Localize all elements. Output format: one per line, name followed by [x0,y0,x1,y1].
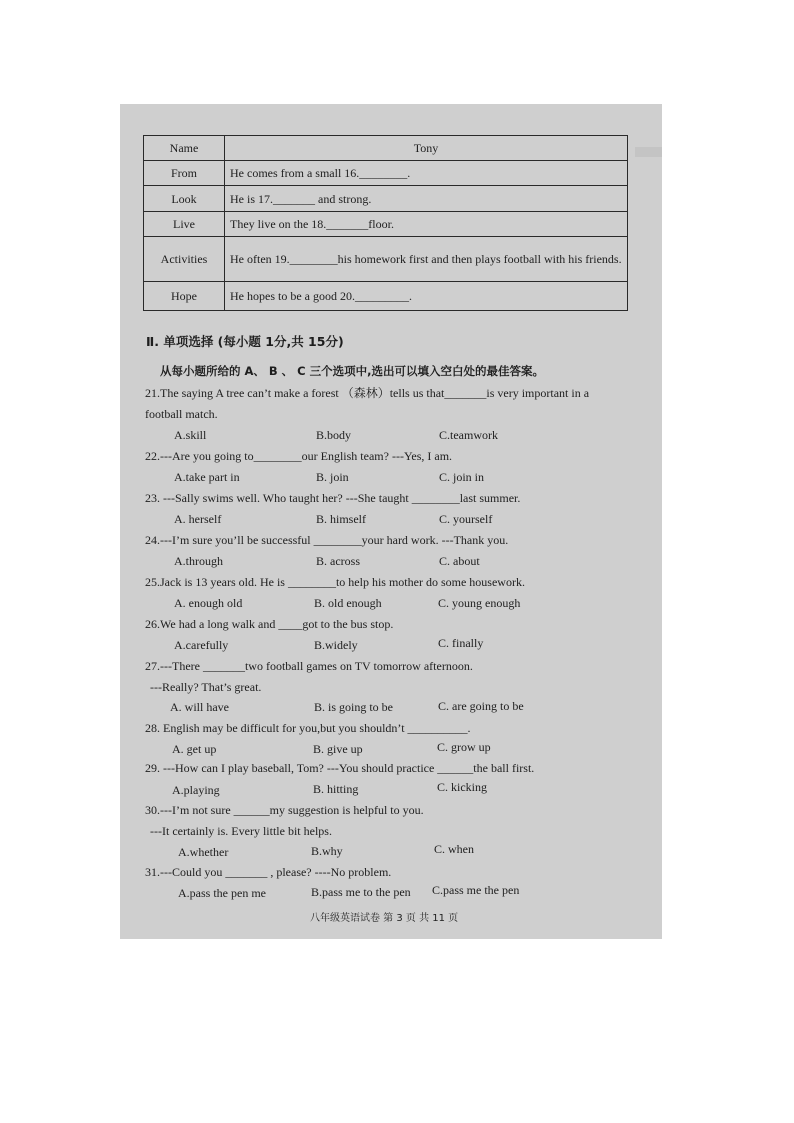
question-28-option-b[interactable]: B. give up [313,742,363,756]
row-value: He comes from a small 16.________. [225,161,628,186]
row-label: From [144,161,225,186]
question-27-option-a[interactable]: A. will have [170,700,229,714]
question-21-option-a[interactable]: A.skill [174,428,207,442]
question-27-option-b[interactable]: B. is going to be [314,700,394,714]
question-22-option-b[interactable]: B. join [316,470,349,484]
question-30-option-a[interactable]: A.whether [178,845,229,859]
question-31-option-b[interactable]: B.pass me to the pen [311,885,411,899]
question-25-stem: 25.Jack is 13 years old. He is ________to help his mother do some housework. [145,575,525,589]
question-29-option-a[interactable]: A.playing [172,783,220,797]
row-label: Look [144,186,225,212]
question-21-option-c[interactable]: C.teamwork [439,428,498,442]
student-info-table [143,135,628,311]
row-label: Activities [144,237,225,282]
row-value: He hopes to be a good 20._________. [225,282,628,311]
row-label: Name [144,136,225,161]
row-label: Live [144,212,225,237]
question-23-option-a[interactable]: A. herself [174,512,222,526]
question-22-option-a[interactable]: A.take part in [174,470,240,484]
question-25-option-c[interactable]: C. young enough [438,596,521,610]
question-28-option-a[interactable]: A. get up [172,742,217,756]
question-21-stem: 21.The saying A tree can’t make a forest （森林）tells us that_______is very important in a [145,386,590,400]
question-31-option-c[interactable]: C.pass me the pen [432,883,520,897]
question-31-stem: 31.---Could you _______ , please? ----No problem. [145,865,392,879]
question-28-option-c[interactable]: C. grow up [437,740,491,754]
question-27-stem: 27.---There _______two football games on TV tomorrow afternoon. [145,659,473,673]
row-value: He often 19.________his homework first and then plays football with his friends. [225,237,628,282]
scanned-page [120,104,662,939]
question-29-option-b[interactable]: B. hitting [313,782,359,796]
question-27-stem-cont: ---Really? That’s great. [150,680,262,694]
question-24-option-b[interactable]: B. across [316,554,360,568]
question-23-option-b[interactable]: B. himself [316,512,366,526]
question-26-option-c[interactable]: C. finally [438,636,484,650]
question-26-stem: 26.We had a long walk and ____got to the bus stop. [145,617,394,631]
table-row [144,136,628,161]
table-row [144,282,628,311]
question-24-option-c[interactable]: C. about [439,554,480,568]
question-30-stem-cont: ---It certainly is. Every little bit helps. [150,824,332,838]
question-21-option-b[interactable]: B.body [316,428,352,442]
question-23-option-c[interactable]: C. yourself [439,512,493,526]
row-value: He is 17._______ and strong. [225,186,628,212]
question-25-option-b[interactable]: B. old enough [314,596,382,610]
page-footer: 八年级英语试卷 第 3 页 共 11 页 [310,913,459,924]
question-21-stem-cont: football match. [145,407,218,421]
table-row [144,237,628,282]
question-26-option-a[interactable]: A.carefully [174,638,229,652]
question-28-stem: 28. English may be difficult for you,but you shouldn’t __________. [145,721,471,735]
question-29-option-c[interactable]: C. kicking [437,780,487,794]
question-22-option-c[interactable]: C. join in [439,470,485,484]
question-31-option-a[interactable]: A.pass the pen me [178,886,266,900]
row-value: They live on the 18._______floor. [225,212,628,237]
section-title: Ⅱ. 单项选择 (每小题 1分,共 15分) [146,334,344,349]
row-value: Tony [225,136,628,161]
table-row [144,186,628,212]
question-24-stem: 24.---I’m sure you’ll be successful ________your hard work. ---Thank you. [145,533,509,547]
question-22-stem: 22.---Are you going to________our English team? ---Yes, I am. [145,449,453,463]
question-29-stem: 29. ---How can I play baseball, Tom? ---You should practice ______the ball first. [145,761,535,775]
table-row [144,161,628,186]
question-25-option-a[interactable]: A. enough old [174,596,243,610]
row-label: Hope [144,282,225,311]
question-30-stem: 30.---I’m not sure ______my suggestion is helpful to you. [145,803,424,817]
question-23-stem: 23. ---Sally swims well. Who taught her? ---She taught ________last summer. [145,491,521,505]
section-instruction: 从每小题所给的 A、 B 、 C 三个选项中,选出可以填入空白处的最佳答案。 [160,364,544,378]
question-24-option-a[interactable]: A.through [174,554,223,568]
question-30-option-c[interactable]: C. when [434,842,474,856]
question-27-option-c[interactable]: C. are going to be [438,699,524,713]
exam-paper [120,104,662,939]
table-row [144,212,628,237]
question-26-option-b[interactable]: B.widely [314,638,358,652]
question-30-option-b[interactable]: B.why [311,844,343,858]
